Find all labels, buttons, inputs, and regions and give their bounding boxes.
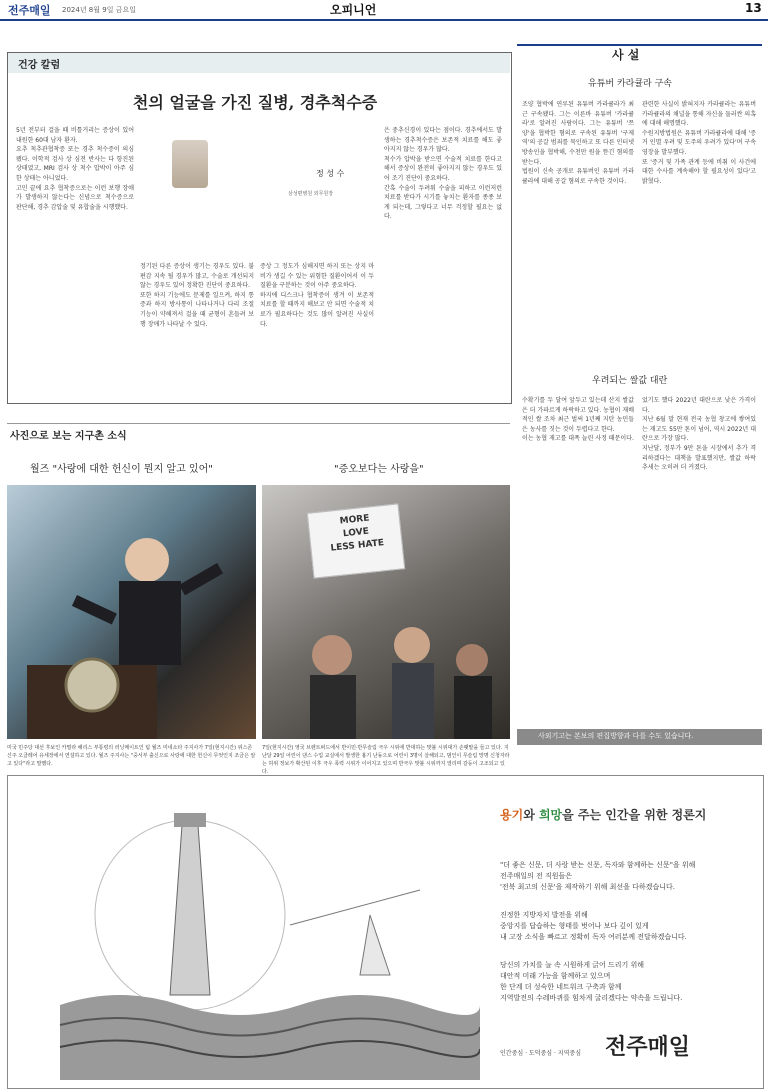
- health-column-bar: [8, 53, 510, 73]
- lighthouse-ship-illustration: [40, 795, 480, 1080]
- author-name: 정 성 수: [316, 169, 345, 178]
- issue-date: 2024년 8월 9일 금요일: [62, 6, 136, 14]
- section-title: 오피니언: [330, 3, 377, 17]
- editorial-text-1: 조양 협박에 연루된 유튜버 카라큘라가 최근 구속됐다. 그는 이른바 유튜버 '카라큘라'로 알려진 사람이다. 그는 유튜버 '쯔양'을 협박한 혐의로 구속된 유튜버 '구제역'의 공갈 범죄를 묵인하고 또 다른 인터넷 방송인을 협박해, 수천만 원을 뜯긴 혐의를 받는다. 법원이 신속 공개로 유튜버인 유튜버 카라큘라에 대해 공갈 혐의로 구속한 것이다.: [522, 101, 634, 185]
- health-column-title: 천의 얼굴을 가진 질병, 경추척수증: [132, 93, 378, 112]
- brand-paragraph-2: 진정한 지방자치 발전을 위해 중앙지를 답습하는 형태를 벗어나 보다 깊이 있게 내 고장 소식을 빠르고 정확히 독자 여러분께 전달하겠습니다.: [500, 911, 687, 941]
- slogan-hope: 희망: [538, 808, 563, 822]
- photo-section-label: 사진으로 보는 지구촌 소식: [10, 431, 127, 442]
- right-photo-headline: "증오보다는 사랑을": [334, 464, 424, 475]
- editorial-note: 사외기고는 본보의 편집방향과 다를 수도 있습니다.: [538, 732, 694, 740]
- brand-footer: 인간중심 · 도덕중심 · 지역중심: [500, 1050, 581, 1057]
- masthead: 전주매일: [8, 4, 51, 17]
- photo-section-rule: [7, 423, 510, 424]
- author-photo: [172, 140, 208, 188]
- editorial-heading: 사 설: [612, 48, 640, 62]
- brand-paragraph-1: "더 좋은 신문, 더 사랑 받는 신문, 독자와 함께하는 신문"을 위해 전주매일의 전 직원들은 '전북 최고의 신문'을 제작하기 위해 최선을 다하겠습니다.: [500, 861, 696, 891]
- editorial-title-2: 우려되는 쌀값 대란: [592, 376, 668, 386]
- header-rule: [0, 19, 768, 21]
- protest-sign-text: MORE LOVE LESS HATE: [330, 513, 385, 554]
- health-column-label: 건강 칼럼: [18, 60, 61, 71]
- speech-photo-illustration: [7, 485, 256, 739]
- left-photo-caption: 미국 민주당 대선 후보인 카멀라 해리스 부통령의 러닝메이트인 팀 월즈 미네소타 주지사가 7일(현지시간) 위스콘신주 오클레어 유세장에서 연설하고 있다. 월즈 주지사는 "중서부 출신으로 사랑에 대한 헌신이 무엇인지 조금은 알고 있다"라고 말했다.: [7, 745, 256, 767]
- editorial-text-3: 수확기를 두 달여 앞두고 있는데 산지 쌀값은 더 가파르게 하락하고 있다. 농협이 재배적인 쌀 조차 최근 벌써 1년째 지탄 농민들은 농사를 짓는 것이 두렵다고 한다. 이는 농협 재고를 대폭 늘린 사정 때문이다.: [522, 397, 634, 443]
- brand-logo: 전주매일: [605, 1034, 691, 1060]
- editorial-rule: [517, 44, 762, 46]
- brand-slogan: [500, 806, 706, 823]
- author-affiliation: 삼성편병원 외무원장: [288, 191, 334, 197]
- health-column-text-2: 정기된 다른 증상이 생기는 경우도 있다. 불편감 지속 될 경우가 많고, 수술로 개선되지 않는 경우도 있어 정확한 진단이 중요하다. 또한 하지 기능에도 문제를 일으켜, 하지 통증과 하지 방사통이 나타나거나 다리 조절 기능이 약해져서 걸을 때 균형이 흔들려 보행 장애가 나타날 수 있다.: [140, 263, 254, 328]
- health-column-text-3: 증상 그 정도가 심해지면 하지 또는 상지 마비가 생길 수 있는 위험한 질환이어서 이 두 질환을 구분하는 것이 아주 중요하다. 하지에 디스크나 협착증이 생겨 이 보존적 치료를 할 때까지 해보고 안 되면 수술적 치료가 필요하다는 것도 많이 알려진 사실이다.: [260, 263, 374, 328]
- slogan-courage: 용기: [500, 808, 524, 822]
- editorial-text-2: 관련한 사실이 밝혀지자 카라큘라는 유튜버 카라큘라의 채널을 통해 자신을 둘러싼 의혹에 대해 해명했다. 수원지방법원은 유튜버 카라큘라에 대해 '증거 인멸 우려 및 도주의 우려가 있다'며 구속영장을 발부했다. 또 '증거 및 가족 관계 등에 비춰 이 사건에 대한 수사를 계속해야 할 필요성이 있다'고 밝혔다.: [642, 101, 756, 185]
- editorial-text-4: 었기도 했다 2022년 대란으로 낮은 가격이다. 지난 6월 말 현재 전국 농협 창고에 쌓여있는 재고도 55만 톤이 넘어, 역시 2022년 대란으로 가장 많다. 지난달, 정부가 9만 톤을 시장에서 추가 격리하겠다는 대책을 발표했지만, 쌀값 하락 추세는 오히려 더 커졌다.: [642, 397, 756, 472]
- left-photo-headline: 월즈 "사랑에 대한 헌신이 뭔지 알고 있어": [30, 464, 213, 475]
- brand-illustration: [40, 795, 480, 1080]
- page-number: 13: [745, 1, 762, 15]
- brand-paragraph-3: 당신의 가치를 늘 속 시원하게 긁어 드리기 위해 대안적 미래 가능을 함께하고 있으며 한 단계 더 성숙한 네트워크 구축과 함께 지역발전의 수레바퀴를 힘차게 굴리겠다는 약속을 드립니다.: [500, 961, 683, 1002]
- right-photo-caption: 7일(현지시간) 영국 브렌트퍼드에서 반이민·반무슬림 극우 시위에 반대하는 맞불 시위대가 손팻말을 들고 있다. 지난달 29일 어린이 댄스 수업 교실에서 발생한 흉기 난동으로 어린이 3명이 살해되고, 범인이 무슬림 망명 신청자라는 허위 정보가 확산된 이후 극우 폭력 시위가 이어지고 있으며 반극우 맞불 시위까지 열리며 갈등이 고조되고 있다.: [262, 745, 510, 775]
- editorial-title-1: 유튜버 카라큘라 구속: [588, 79, 672, 89]
- health-column-text-4: 은 중추신경이 있다는 점이다. 경추에서도 발생하는 경추척수증은 보존적 치료를 해도 좋아지지 않는 경우가 많다. 척수가 압박을 받으면 수술적 치료를 한다고 해서 증상이 완전히 좋아지지 않는 경우도 있어 조기 진단이 중요하다. 간혹 수술이 두려워 수술을 피하고 이런저런 치료를 받다가 시기를 놓치는 환자를 종종 보게 되는데, 그렇다고 너무 걱정할 필요는 없다.: [384, 127, 502, 221]
- speech-photo: [7, 485, 256, 739]
- slogan-rest: 을 주는 인간을 위한 정론지: [562, 808, 707, 822]
- slogan-connector: 와: [523, 808, 539, 822]
- health-column-text-1: 5년 전부터 걸을 때 비틀거리는 증상이 있어 내원한 60대 남자 환자. 요추 척추관협착증 또는 경추 척수증이 의심됐다. 이학적 검사 상 심전 반사는 다 항진된 상태였고, MRI 검사 상 척수 압박이 아주 심한 상태는 아니었다. 고민 끝에 요추 협착증으로는 이런 보행 장애가 발생하지 않는다는 신념으로 척수증으로 판단해, 경추 감압술 및 유합술을 시행했다.: [16, 127, 134, 211]
